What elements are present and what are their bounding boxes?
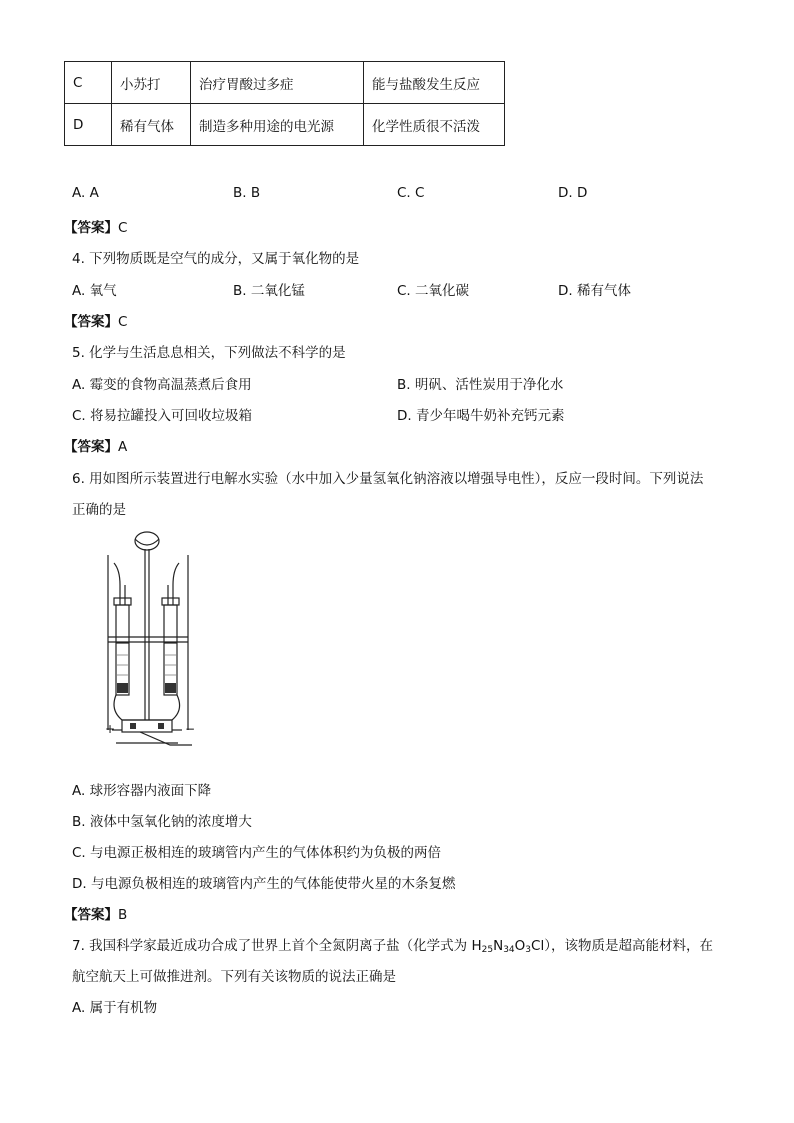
formula-subscript: 3 bbox=[525, 945, 532, 955]
option-a: A. 霉变的食物高温蒸煮后食用 bbox=[72, 377, 252, 393]
answer-label: 【答案】 bbox=[64, 314, 118, 330]
answer-label: 【答案】 bbox=[64, 907, 118, 923]
table-cell: C bbox=[65, 62, 112, 104]
question-stem bbox=[72, 934, 713, 955]
option-d: D. D bbox=[558, 185, 588, 201]
formula-subscript: 34 bbox=[503, 945, 515, 955]
option-c: C. C bbox=[397, 185, 425, 201]
question-stem-cont: 正确的是 bbox=[72, 502, 126, 518]
answer-line bbox=[64, 216, 127, 236]
option-b: B. 二氧化锰 bbox=[233, 283, 305, 299]
answer-line bbox=[64, 310, 127, 330]
answer-value: C bbox=[118, 314, 128, 330]
table-cell: 制造多种用途的电光源 bbox=[191, 104, 364, 146]
table-row bbox=[65, 62, 505, 104]
table-cell: 治疗胃酸过多症 bbox=[191, 62, 364, 104]
stem-text: 7. 我国科学家最近成功合成了世界上首个全氮阴离子盐（化学式为 H bbox=[72, 938, 482, 954]
question-stem: 4. 下列物质既是空气的成分，又属于氧化物的是 bbox=[72, 251, 360, 267]
answer-line bbox=[64, 435, 127, 455]
option-b: B. 明矾、活性炭用于净化水 bbox=[397, 377, 564, 393]
answer-value: C bbox=[118, 220, 128, 236]
formula-element: N bbox=[493, 938, 504, 954]
option-b: B. 液体中氢氧化钠的浓度增大 bbox=[72, 814, 252, 830]
option-a: A. A bbox=[72, 185, 99, 201]
options-table bbox=[64, 61, 505, 146]
option-c: C. 二氧化碳 bbox=[397, 283, 470, 299]
option-d: D. 稀有气体 bbox=[558, 283, 631, 299]
option-a: A. 球形容器内液面下降 bbox=[72, 783, 212, 799]
option-c: C. 将易拉罐投入可回收垃圾箱 bbox=[72, 408, 253, 424]
question-stem-cont: 航空航天上可做推进剂。下列有关该物质的说法正确是 bbox=[72, 969, 396, 985]
table-cell: 化学性质很不活泼 bbox=[364, 104, 505, 146]
answer-value: A bbox=[118, 439, 128, 455]
option-c: C. 与电源正极相连的玻璃管内产生的气体体积约为负极的两倍 bbox=[72, 845, 442, 861]
option-b: B. B bbox=[233, 185, 261, 201]
table-cell: 稀有气体 bbox=[112, 104, 191, 146]
electrolysis-apparatus-figure bbox=[100, 525, 200, 755]
option-a: A. 氧气 bbox=[72, 283, 117, 299]
minus-terminal-label: − bbox=[185, 722, 196, 736]
table-row bbox=[65, 104, 505, 146]
option-a: A. 属于有机物 bbox=[72, 1000, 158, 1016]
table-cell: 小苏打 bbox=[112, 62, 191, 104]
answer-label: 【答案】 bbox=[64, 220, 118, 236]
formula-subscript: 25 bbox=[481, 945, 494, 955]
question-stem: 6. 用如图所示装置进行电解水实验（水中加入少量氢氧化钠溶液以增强导电性），反应一段时间。下列说法 bbox=[72, 471, 704, 487]
answer-line bbox=[64, 903, 127, 923]
answer-value: B bbox=[118, 907, 128, 923]
question-stem: 5. 化学与生活息息相关，下列做法不科学的是 bbox=[72, 345, 346, 361]
plus-terminal-label: + bbox=[105, 722, 116, 736]
table-cell: 能与盐酸发生反应 bbox=[364, 62, 505, 104]
stem-text: Cl），该物质是超高能材料，在 bbox=[531, 938, 713, 954]
option-d: D. 青少年喝牛奶补充钙元素 bbox=[397, 408, 565, 424]
formula-element: O bbox=[514, 938, 526, 954]
table-cell: D bbox=[65, 104, 112, 146]
answer-label: 【答案】 bbox=[64, 439, 118, 455]
option-d: D. 与电源负极相连的玻璃管内产生的气体能使带火星的木条复燃 bbox=[72, 876, 456, 892]
